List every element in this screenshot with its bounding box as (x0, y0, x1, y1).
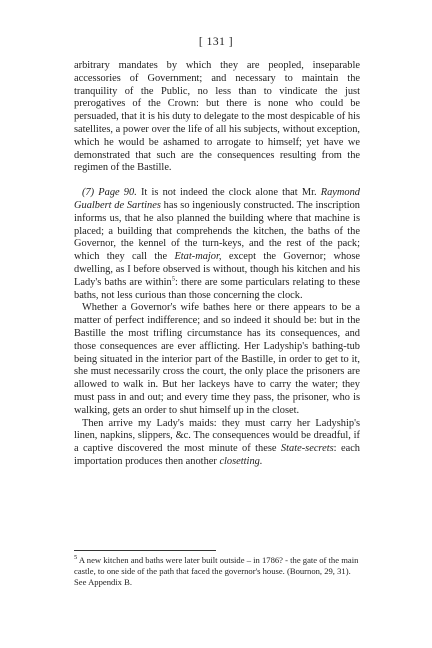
paragraph-1: arbitrary mandates by which they are peopled, inseparable accessories of Government; and necessary to maintain the tranquility of the Public, no less than to vindicate the just prerogatives of the Crown: but there is none who could be persuaded, that it is his duty to delegate to the most despicable of his satellites, a power over the life of all his subjects, without exception, which he would be ashamed to arrogate to himself; yet have we demonstrated that such are the consequences resulting from the regimen of the Bastille. (74, 60, 360, 174)
state-secrets-term: State-secrets (280, 443, 334, 455)
paragraph-4 (74, 418, 360, 469)
footnote-divider (74, 550, 216, 551)
note-reference: (7) Page 90. (82, 187, 137, 199)
footnote (74, 555, 364, 589)
paragraph-2 (74, 187, 360, 302)
paragraph-4-text-2: : each importation produces then another (74, 443, 360, 467)
footnote-marker: 5 (171, 275, 175, 283)
paragraph-2-text-1: It is not indeed the clock alone that Mr. (136, 187, 321, 199)
paragraph-3: Whether a Governor's wife bathes here or there appears to be a matter of perfect indifference; and so indeed it should be: but in the Bastille the most trifling circumstance has its consequences, and those consequences are ever afflicting. Her Ladyship's bathing-tub being situated in the interior part of the Bastille, in order to get to it, she must necessarily cross the court, the only place the prisoners are allowed to walk in. But her lackeys have to carry the water; they must pass in and out; and every time they pass, the prisoner, who is walking, gets an order to shut himself up in the closet. (74, 302, 360, 416)
etat-major-term: Etat-major, (174, 251, 222, 263)
paragraph-2-text-2: has so ingeniously constructed. The inscription informs us, that he also planned the building where that machine is placed; a building that comprehends the kitchen, the baths of the Governor, the kennel of the turn-keys, and the rest of the pack; which they call the (74, 199, 360, 263)
paragraph-2-text-4: : there are some particulars relating to these baths, not less curious than those concerning the clock. (74, 276, 360, 301)
page-number: [ 131 ] (198, 36, 234, 48)
footnote-number: 5 (74, 554, 78, 562)
footnote-text: A new kitchen and baths were later built outside – in 1786? - the gate of the main castle, to one side of the path that faced the governor's house. (Bournon, 29, 31). See Appendix B. (74, 555, 359, 588)
paragraph-4-text-1: Then arrive my Lady's maids: they must carry her Ladyship's linen, napkins, slippers, &c. The consequences would be dreadful, if a captive discovered the most minute of these (74, 417, 360, 455)
closetting-term: closetting. (219, 455, 263, 467)
person-name: Raymond Gualbert de Sartines (74, 187, 360, 211)
paragraph-2-text-3: except the Governor; whose dwelling, as I before observed is without, though his kitchen and his Lady's baths are within (74, 251, 360, 288)
body-text (74, 60, 360, 469)
